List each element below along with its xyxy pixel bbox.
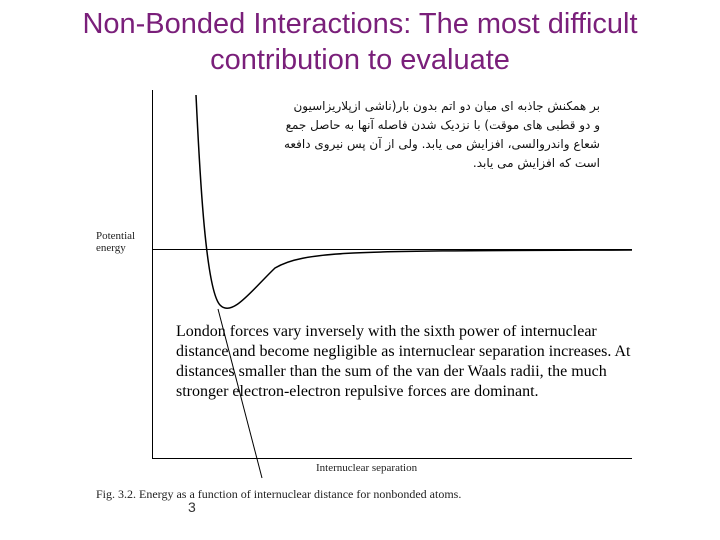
english-note: London forces vary inversely with the sixth power of internuclear distance and become negligible as internuclear separation increases. At distances smaller than the sum of the van der Waals radii, the much stronger electron-electron repulsive forces are dominant. (176, 323, 631, 400)
persian-line-3: شعاع واندروالسی، افزایش می یابد. ولی از آن پس نیروی دافعه (283, 137, 600, 151)
persian-line-1: بر همکنش جاذبه ای میان دو اتم بدون بار(ناشی ازپلاریزاسیون (293, 99, 600, 113)
slide-number: 3 (188, 499, 196, 515)
y-axis-label-line-2: energy (96, 242, 126, 254)
title-line-1: Non-Bonded Interactions: The most difficult (82, 8, 638, 40)
y-axis-label-line-1: Potential (96, 230, 136, 242)
x-axis-label: Internuclear separation (316, 462, 418, 474)
persian-line-2: و دو قطبی های موقت) با نزدیک شدن فاصله آنها به حاصل جمع (285, 118, 600, 132)
persian-line-4: است که افزایش می یابد. (472, 156, 600, 170)
figure-caption: Fig. 3.2. Energy as a function of internuclear distance for nonbonded atoms. (96, 487, 462, 501)
title-line-2: contribution to evaluate (210, 44, 510, 76)
energy-curve-path (196, 95, 632, 308)
